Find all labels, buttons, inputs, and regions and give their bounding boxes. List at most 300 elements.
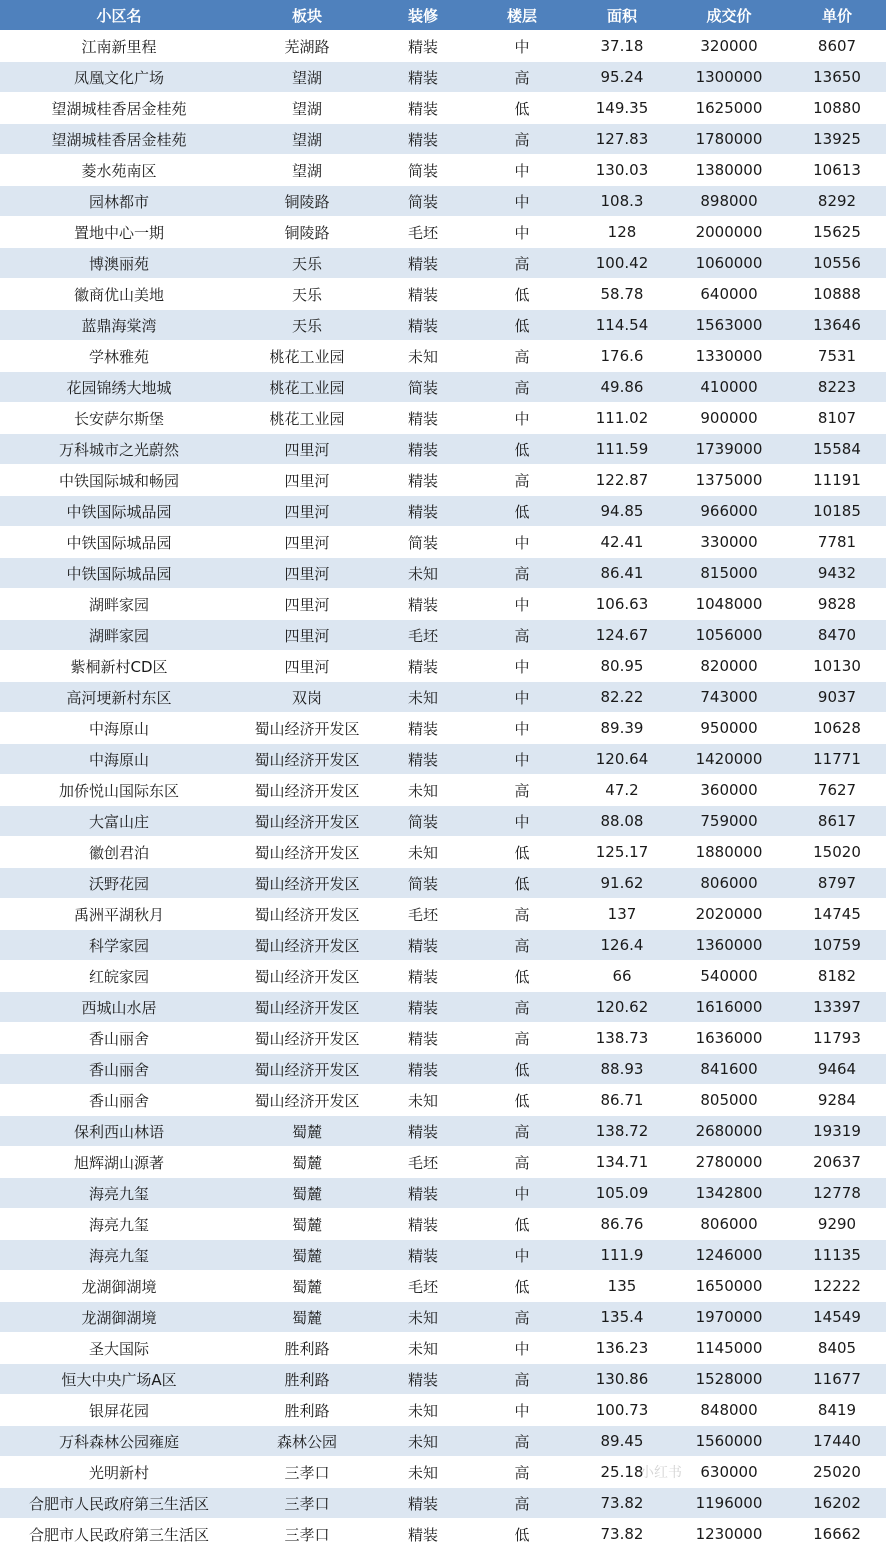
cell-floor: 高 — [470, 620, 574, 651]
cell-area: 138.73 — [574, 1023, 670, 1054]
cell-floor: 低 — [470, 1519, 574, 1550]
cell-decoration: 精装 — [376, 124, 470, 155]
header-community: 小区名 — [0, 0, 238, 31]
cell-decoration: 简装 — [376, 527, 470, 558]
cell-unit-price: 9037 — [788, 682, 886, 713]
cell-area: 124.67 — [574, 620, 670, 651]
table-row — [0, 1116, 886, 1147]
cell-community: 中铁国际城和畅园 — [0, 465, 238, 496]
cell-price: 805000 — [670, 1085, 788, 1116]
cell-price: 900000 — [670, 403, 788, 434]
cell-unit-price: 11191 — [788, 465, 886, 496]
cell-community: 万科森林公园雍庭 — [0, 1426, 238, 1457]
cell-floor: 高 — [470, 992, 574, 1023]
cell-community: 圣大国际 — [0, 1333, 238, 1364]
cell-floor: 高 — [470, 1302, 574, 1333]
cell-area: 86.71 — [574, 1085, 670, 1116]
table-row — [0, 651, 886, 682]
cell-district: 蜀山经济开发区 — [238, 961, 376, 992]
cell-decoration: 简装 — [376, 186, 470, 217]
cell-district: 四里河 — [238, 496, 376, 527]
cell-price: 841600 — [670, 1054, 788, 1085]
cell-price: 1360000 — [670, 930, 788, 961]
cell-decoration: 精装 — [376, 248, 470, 279]
cell-floor: 中 — [470, 744, 574, 775]
table-row — [0, 930, 886, 961]
cell-community: 高河埂新村东区 — [0, 682, 238, 713]
cell-unit-price: 8107 — [788, 403, 886, 434]
table-row — [0, 217, 886, 248]
table-row — [0, 1271, 886, 1302]
cell-decoration: 毛坯 — [376, 1147, 470, 1178]
cell-district: 蜀山经济开发区 — [238, 713, 376, 744]
cell-unit-price: 15625 — [788, 217, 886, 248]
cell-decoration: 精装 — [376, 1240, 470, 1271]
cell-price: 1880000 — [670, 837, 788, 868]
cell-decoration: 精装 — [376, 744, 470, 775]
cell-decoration: 精装 — [376, 961, 470, 992]
cell-area: 73.82 — [574, 1519, 670, 1550]
table-row — [0, 186, 886, 217]
cell-price: 966000 — [670, 496, 788, 527]
cell-price: 1970000 — [670, 1302, 788, 1333]
cell-district: 天乐 — [238, 248, 376, 279]
table-row — [0, 589, 886, 620]
cell-price: 950000 — [670, 713, 788, 744]
cell-area: 89.45 — [574, 1426, 670, 1457]
cell-district: 胜利路 — [238, 1395, 376, 1426]
table-row — [0, 1023, 886, 1054]
cell-district: 三孝口 — [238, 1488, 376, 1519]
cell-community: 园林都市 — [0, 186, 238, 217]
cell-community: 龙湖御湖境 — [0, 1271, 238, 1302]
cell-community: 博澳丽苑 — [0, 248, 238, 279]
cell-unit-price: 12222 — [788, 1271, 886, 1302]
cell-floor: 中 — [470, 1178, 574, 1209]
cell-price: 848000 — [670, 1395, 788, 1426]
cell-community: 中铁国际城品园 — [0, 558, 238, 589]
cell-district: 铜陵路 — [238, 186, 376, 217]
cell-floor: 高 — [470, 1364, 574, 1395]
cell-district: 蜀山经济开发区 — [238, 868, 376, 899]
cell-district: 胜利路 — [238, 1364, 376, 1395]
cell-area: 135 — [574, 1271, 670, 1302]
cell-price: 759000 — [670, 806, 788, 837]
cell-decoration: 未知 — [376, 1302, 470, 1333]
cell-price: 1230000 — [670, 1519, 788, 1550]
table-row — [0, 372, 886, 403]
cell-decoration: 精装 — [376, 403, 470, 434]
cell-unit-price: 7781 — [788, 527, 886, 558]
cell-floor: 低 — [470, 1085, 574, 1116]
cell-district: 桃花工业园 — [238, 341, 376, 372]
cell-unit-price: 11677 — [788, 1364, 886, 1395]
cell-unit-price: 11771 — [788, 744, 886, 775]
cell-community: 香山丽舍 — [0, 1054, 238, 1085]
cell-area: 86.41 — [574, 558, 670, 589]
cell-floor: 低 — [470, 1209, 574, 1240]
cell-community: 旭辉湖山源著 — [0, 1147, 238, 1178]
cell-price: 743000 — [670, 682, 788, 713]
cell-unit-price: 9290 — [788, 1209, 886, 1240]
cell-community: 学林雅苑 — [0, 341, 238, 372]
table-row — [0, 310, 886, 341]
cell-community: 香山丽舍 — [0, 1085, 238, 1116]
cell-floor: 高 — [470, 775, 574, 806]
cell-unit-price: 8419 — [788, 1395, 886, 1426]
table-row — [0, 1519, 886, 1550]
table-row — [0, 1054, 886, 1085]
cell-price: 1300000 — [670, 62, 788, 93]
cell-price: 1330000 — [670, 341, 788, 372]
cell-community: 龙湖御湖境 — [0, 1302, 238, 1333]
cell-decoration: 精装 — [376, 496, 470, 527]
cell-decoration: 精装 — [376, 1519, 470, 1550]
header-floor: 楼层 — [470, 0, 574, 31]
cell-community: 徽商优山美地 — [0, 279, 238, 310]
cell-decoration: 未知 — [376, 1085, 470, 1116]
table-row — [0, 341, 886, 372]
cell-price: 2780000 — [670, 1147, 788, 1178]
header-district: 板块 — [238, 0, 376, 31]
cell-price: 630000 — [670, 1457, 788, 1488]
cell-area: 49.86 — [574, 372, 670, 403]
cell-floor: 低 — [470, 434, 574, 465]
cell-price: 1145000 — [670, 1333, 788, 1364]
cell-community: 紫桐新村CD区 — [0, 651, 238, 682]
cell-price: 1560000 — [670, 1426, 788, 1457]
cell-floor: 中 — [470, 31, 574, 62]
cell-decoration: 精装 — [376, 589, 470, 620]
cell-district: 胜利路 — [238, 1333, 376, 1364]
cell-community: 沃野花园 — [0, 868, 238, 899]
cell-community: 望湖城桂香居金桂苑 — [0, 93, 238, 124]
cell-floor: 中 — [470, 186, 574, 217]
cell-community: 海亮九玺 — [0, 1178, 238, 1209]
table-row — [0, 620, 886, 651]
table-row — [0, 527, 886, 558]
cell-district: 桃花工业园 — [238, 372, 376, 403]
cell-area: 135.4 — [574, 1302, 670, 1333]
table-row — [0, 155, 886, 186]
header-area: 面积 — [574, 0, 670, 31]
cell-price: 1060000 — [670, 248, 788, 279]
table-row — [0, 868, 886, 899]
cell-area: 120.64 — [574, 744, 670, 775]
cell-price: 1636000 — [670, 1023, 788, 1054]
cell-area: 42.41 — [574, 527, 670, 558]
table-row — [0, 775, 886, 806]
cell-price: 1739000 — [670, 434, 788, 465]
cell-unit-price: 10628 — [788, 713, 886, 744]
cell-unit-price: 13646 — [788, 310, 886, 341]
cell-price: 1650000 — [670, 1271, 788, 1302]
table-row — [0, 837, 886, 868]
table-row — [0, 248, 886, 279]
cell-unit-price: 10185 — [788, 496, 886, 527]
cell-community: 中铁国际城品园 — [0, 496, 238, 527]
cell-decoration: 精装 — [376, 434, 470, 465]
cell-district: 蜀麓 — [238, 1178, 376, 1209]
cell-area: 111.59 — [574, 434, 670, 465]
cell-area: 88.93 — [574, 1054, 670, 1085]
cell-unit-price: 9432 — [788, 558, 886, 589]
header-row — [0, 0, 886, 31]
cell-district: 蜀山经济开发区 — [238, 744, 376, 775]
cell-floor: 中 — [470, 806, 574, 837]
cell-price: 1563000 — [670, 310, 788, 341]
cell-community: 长安萨尔斯堡 — [0, 403, 238, 434]
cell-area: 47.2 — [574, 775, 670, 806]
cell-community: 菱水苑南区 — [0, 155, 238, 186]
cell-area: 82.22 — [574, 682, 670, 713]
cell-unit-price: 11793 — [788, 1023, 886, 1054]
cell-unit-price: 9828 — [788, 589, 886, 620]
table-header — [0, 0, 886, 31]
cell-price: 410000 — [670, 372, 788, 403]
cell-decoration: 简装 — [376, 868, 470, 899]
cell-price: 2000000 — [670, 217, 788, 248]
cell-floor: 高 — [470, 1426, 574, 1457]
table-row — [0, 1209, 886, 1240]
cell-unit-price: 10759 — [788, 930, 886, 961]
cell-floor: 中 — [470, 217, 574, 248]
cell-area: 89.39 — [574, 713, 670, 744]
cell-floor: 低 — [470, 310, 574, 341]
table-row — [0, 899, 886, 930]
cell-district: 蜀麓 — [238, 1302, 376, 1333]
cell-price: 1528000 — [670, 1364, 788, 1395]
cell-area: 176.6 — [574, 341, 670, 372]
cell-community: 湖畔家园 — [0, 589, 238, 620]
cell-decoration: 精装 — [376, 310, 470, 341]
cell-decoration: 精装 — [376, 1116, 470, 1147]
table-row — [0, 682, 886, 713]
cell-area: 91.62 — [574, 868, 670, 899]
cell-floor: 高 — [470, 1147, 574, 1178]
cell-area: 95.24 — [574, 62, 670, 93]
table-row — [0, 93, 886, 124]
cell-unit-price: 8182 — [788, 961, 886, 992]
cell-unit-price: 9464 — [788, 1054, 886, 1085]
cell-unit-price: 7627 — [788, 775, 886, 806]
cell-decoration: 精装 — [376, 93, 470, 124]
cell-decoration: 精装 — [376, 1364, 470, 1395]
table-row — [0, 124, 886, 155]
cell-district: 四里河 — [238, 558, 376, 589]
cell-area: 100.73 — [574, 1395, 670, 1426]
cell-price: 1048000 — [670, 589, 788, 620]
cell-community: 海亮九玺 — [0, 1209, 238, 1240]
cell-area: 88.08 — [574, 806, 670, 837]
cell-community: 中海原山 — [0, 744, 238, 775]
cell-price: 1625000 — [670, 93, 788, 124]
cell-decoration: 精装 — [376, 1023, 470, 1054]
cell-floor: 中 — [470, 1240, 574, 1271]
cell-area: 66 — [574, 961, 670, 992]
cell-community: 置地中心一期 — [0, 217, 238, 248]
cell-area: 100.42 — [574, 248, 670, 279]
table-row — [0, 992, 886, 1023]
header-price: 成交价 — [670, 0, 788, 31]
cell-decoration: 精装 — [376, 992, 470, 1023]
cell-price: 898000 — [670, 186, 788, 217]
cell-district: 四里河 — [238, 465, 376, 496]
cell-community: 海亮九玺 — [0, 1240, 238, 1271]
cell-community: 徽创君泊 — [0, 837, 238, 868]
cell-decoration: 未知 — [376, 1333, 470, 1364]
cell-decoration: 毛坯 — [376, 217, 470, 248]
table-row — [0, 496, 886, 527]
cell-district: 四里河 — [238, 589, 376, 620]
cell-district: 蜀山经济开发区 — [238, 837, 376, 868]
header-unit-price: 单价 — [788, 0, 886, 31]
cell-decoration: 未知 — [376, 558, 470, 589]
table-row — [0, 558, 886, 589]
table-row — [0, 1395, 886, 1426]
cell-unit-price: 8405 — [788, 1333, 886, 1364]
cell-district: 蜀山经济开发区 — [238, 992, 376, 1023]
cell-community: 花园锦绣大地城 — [0, 372, 238, 403]
cell-floor: 中 — [470, 403, 574, 434]
cell-floor: 高 — [470, 372, 574, 403]
cell-price: 1246000 — [670, 1240, 788, 1271]
cell-floor: 高 — [470, 1023, 574, 1054]
cell-unit-price: 25020 — [788, 1457, 886, 1488]
cell-unit-price: 16202 — [788, 1488, 886, 1519]
cell-area: 120.62 — [574, 992, 670, 1023]
cell-unit-price: 9284 — [788, 1085, 886, 1116]
cell-unit-price: 20637 — [788, 1147, 886, 1178]
cell-floor: 低 — [470, 1054, 574, 1085]
cell-decoration: 精装 — [376, 713, 470, 744]
cell-area: 86.76 — [574, 1209, 670, 1240]
table-row — [0, 434, 886, 465]
cell-community: 保利西山林语 — [0, 1116, 238, 1147]
cell-area: 114.54 — [574, 310, 670, 341]
cell-unit-price: 10556 — [788, 248, 886, 279]
cell-unit-price: 8617 — [788, 806, 886, 837]
cell-community: 光明新村 — [0, 1457, 238, 1488]
cell-price: 1780000 — [670, 124, 788, 155]
cell-area: 136.23 — [574, 1333, 670, 1364]
cell-floor: 高 — [470, 124, 574, 155]
cell-district: 双岗 — [238, 682, 376, 713]
cell-floor: 低 — [470, 93, 574, 124]
table-row — [0, 1178, 886, 1209]
table-row — [0, 1240, 886, 1271]
cell-price: 815000 — [670, 558, 788, 589]
table-row — [0, 465, 886, 496]
cell-floor: 高 — [470, 1488, 574, 1519]
cell-decoration: 毛坯 — [376, 899, 470, 930]
cell-area: 111.9 — [574, 1240, 670, 1271]
cell-floor: 高 — [470, 465, 574, 496]
cell-unit-price: 12778 — [788, 1178, 886, 1209]
cell-area: 122.87 — [574, 465, 670, 496]
cell-district: 蜀山经济开发区 — [238, 1085, 376, 1116]
cell-decoration: 精装 — [376, 465, 470, 496]
cell-district: 四里河 — [238, 620, 376, 651]
cell-floor: 低 — [470, 868, 574, 899]
table-row — [0, 403, 886, 434]
cell-community: 望湖城桂香居金桂苑 — [0, 124, 238, 155]
cell-floor: 高 — [470, 558, 574, 589]
cell-district: 望湖 — [238, 155, 376, 186]
cell-community: 大富山庄 — [0, 806, 238, 837]
cell-unit-price: 14745 — [788, 899, 886, 930]
cell-area: 126.4 — [574, 930, 670, 961]
cell-district: 四里河 — [238, 651, 376, 682]
cell-area: 125.17 — [574, 837, 670, 868]
cell-community: 中海原山 — [0, 713, 238, 744]
cell-price: 360000 — [670, 775, 788, 806]
cell-decoration: 未知 — [376, 1395, 470, 1426]
cell-district: 铜陵路 — [238, 217, 376, 248]
cell-community: 西城山水居 — [0, 992, 238, 1023]
cell-community: 银屏花园 — [0, 1395, 238, 1426]
cell-unit-price: 19319 — [788, 1116, 886, 1147]
cell-district: 蜀山经济开发区 — [238, 775, 376, 806]
cell-community: 加侨悦山国际东区 — [0, 775, 238, 806]
cell-unit-price: 8470 — [788, 620, 886, 651]
cell-price: 2020000 — [670, 899, 788, 930]
cell-unit-price: 7531 — [788, 341, 886, 372]
cell-area: 80.95 — [574, 651, 670, 682]
cell-unit-price: 15584 — [788, 434, 886, 465]
cell-floor: 中 — [470, 527, 574, 558]
cell-area: 37.18 — [574, 31, 670, 62]
cell-unit-price: 11135 — [788, 1240, 886, 1271]
cell-unit-price: 13397 — [788, 992, 886, 1023]
cell-decoration: 精装 — [376, 930, 470, 961]
cell-floor: 低 — [470, 837, 574, 868]
cell-unit-price: 8797 — [788, 868, 886, 899]
cell-price: 330000 — [670, 527, 788, 558]
cell-community: 江南新里程 — [0, 31, 238, 62]
cell-district: 四里河 — [238, 527, 376, 558]
watermark: 小红书 — [640, 1465, 682, 1481]
cell-community: 科学家园 — [0, 930, 238, 961]
cell-unit-price: 13650 — [788, 62, 886, 93]
table-row — [0, 806, 886, 837]
cell-area: 25.18 — [574, 1457, 670, 1488]
cell-decoration: 精装 — [376, 1054, 470, 1085]
cell-community: 红皖家园 — [0, 961, 238, 992]
cell-community: 湖畔家园 — [0, 620, 238, 651]
cell-district: 蜀麓 — [238, 1116, 376, 1147]
cell-district: 桃花工业园 — [238, 403, 376, 434]
cell-district: 三孝口 — [238, 1519, 376, 1550]
cell-area: 105.09 — [574, 1178, 670, 1209]
cell-decoration: 精装 — [376, 31, 470, 62]
table-row — [0, 31, 886, 62]
cell-community: 凤凰文化广场 — [0, 62, 238, 93]
cell-district: 蜀山经济开发区 — [238, 1023, 376, 1054]
cell-floor: 高 — [470, 899, 574, 930]
cell-area: 128 — [574, 217, 670, 248]
table-row — [0, 1085, 886, 1116]
cell-floor: 中 — [470, 589, 574, 620]
cell-unit-price: 14549 — [788, 1302, 886, 1333]
cell-price: 540000 — [670, 961, 788, 992]
table-row — [0, 1426, 886, 1457]
cell-price: 2680000 — [670, 1116, 788, 1147]
cell-decoration: 简装 — [376, 372, 470, 403]
cell-community: 合肥市人民政府第三生活区 — [0, 1519, 238, 1550]
table-row — [0, 744, 886, 775]
cell-district: 芜湖路 — [238, 31, 376, 62]
